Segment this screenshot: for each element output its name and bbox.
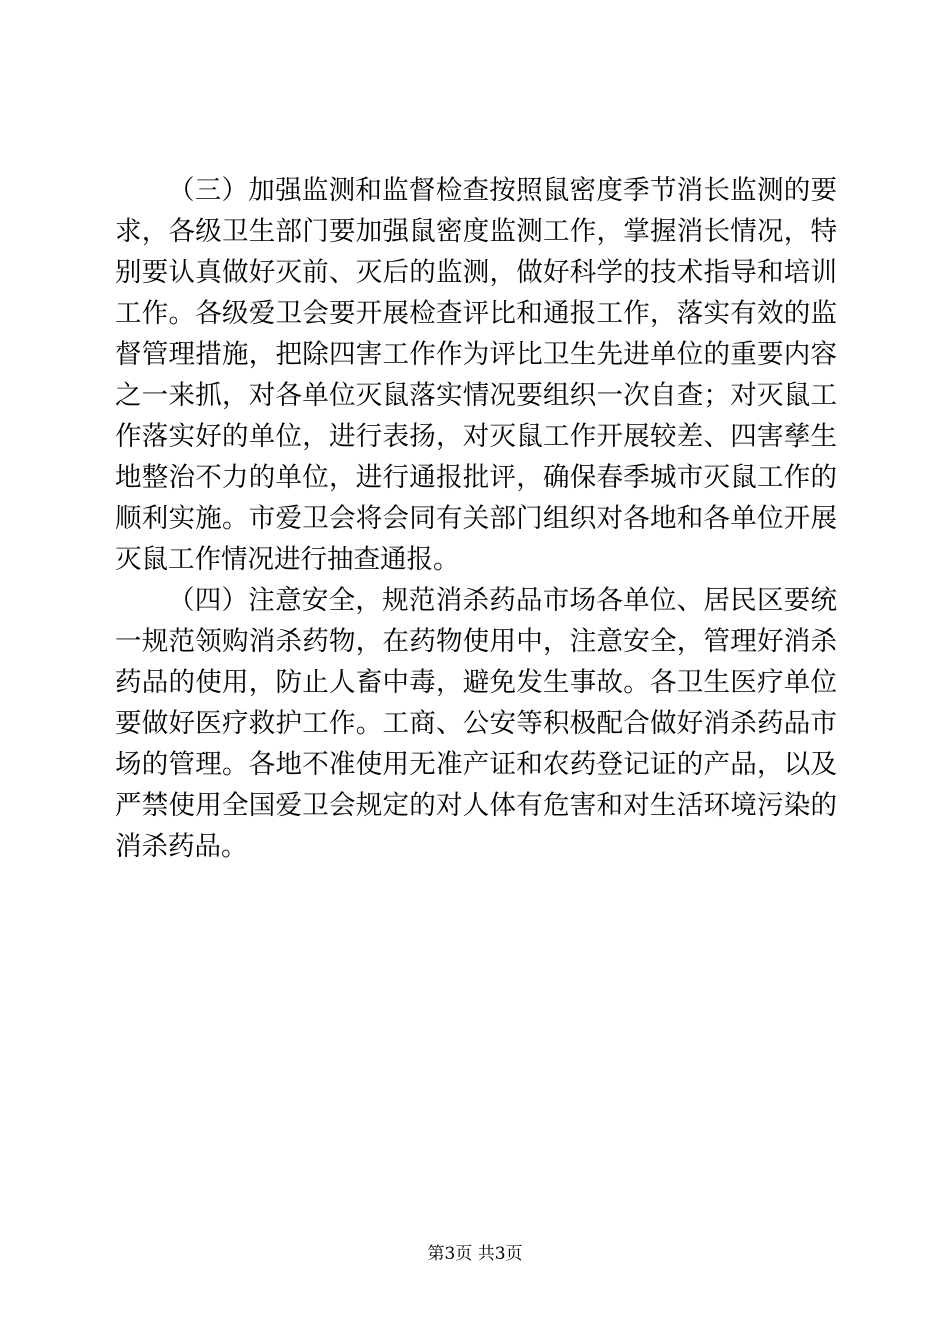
paragraph-section-three: （三）加强监测和监督检查按照鼠密度季节消长监测的要求，各级卫生部门要加强鼠密度监测工作，掌握消长情况，特别要认真做好灭前、灭后的监测，做好科学的技术指导和培训工作。各级爱卫会要开展检查评比和通报工作，落实有效的监督管理措施，把除四害工作作为评比卫生先进单位的重要内容之一来抓，对各单位灭鼠落实情况要组织一次自查；对灭鼠工作落实好的单位，进行表扬，对灭鼠工作开展较差、四害孳生地整治不力的单位，进行通报批评，确保春季城市灭鼠工作的顺利实施。市爱卫会将会同有关部门组织对各地和各单位开展灭鼠工作情况进行抽查通报。 [115,175,837,575]
document-body [115,170,837,867]
paragraph-section-four: （四）注意安全，规范消杀药品市场各单位、居民区要统一规范领购消杀药物，在药物使用中，注意安全，管理好消杀药品的使用，防止人畜中毒，避免发生事故。各卫生医疗单位要做好医疗救护工作。工商、公安等积极配合做好消杀药品市场的管理。各地不准使用无准产证和农药登记证的产品，以及严禁使用全国爱卫会规定的对人体有危害和对生活环境污染的消杀药品。 [115,585,837,862]
page-number-footer: 第3页 共3页 [427,1244,523,1264]
